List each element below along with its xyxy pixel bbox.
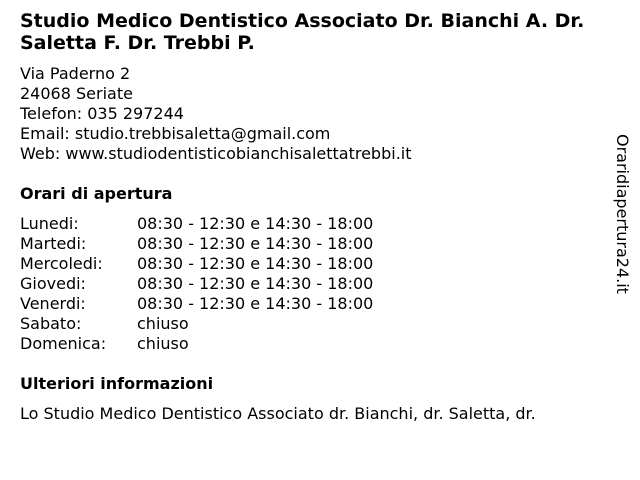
hours-row-mercoledi: [20, 254, 373, 274]
time-value: 08:30 - 12:30 e 14:30 - 18:00: [137, 254, 374, 273]
day-label: Giovedi:: [20, 274, 86, 293]
time-value: chiuso: [137, 314, 189, 333]
time-value: 08:30 - 12:30 e 14:30 - 18:00: [137, 234, 374, 253]
email-address: Email: studio.trebbisaletta@gmail.com: [20, 124, 331, 143]
city-address: 24068 Seriate: [20, 84, 133, 103]
site-watermark: Oraridiapertura24.it: [613, 134, 632, 294]
hours-row-martedi: [20, 234, 373, 254]
time-value: 08:30 - 12:30 e 14:30 - 18:00: [137, 274, 374, 293]
time-value: chiuso: [137, 334, 189, 353]
opening-hours-table: [20, 214, 373, 354]
page-title: Studio Medico Dentistico Associato Dr. Bianchi A. Dr. Saletta F. Dr. Trebbi P.: [20, 10, 585, 54]
day-label: Lunedi:: [20, 214, 79, 233]
day-label: Venerdi:: [20, 294, 86, 313]
day-label: Martedi:: [20, 234, 87, 253]
day-label: Sabato:: [20, 314, 82, 333]
opening-hours-heading: Orari di apertura: [20, 184, 173, 203]
time-value: 08:30 - 12:30 e 14:30 - 18:00: [137, 214, 374, 233]
hours-row-giovedi: [20, 274, 373, 294]
hours-row-lunedi: [20, 214, 373, 234]
additional-info-heading: Ulteriori informazioni: [20, 374, 214, 393]
phone-number: Telefon: 035 297244: [20, 104, 184, 123]
street-address: Via Paderno 2: [20, 64, 131, 83]
address-block: [20, 64, 412, 164]
additional-info-text: Lo Studio Medico Dentistico Associato dr. Bianchi, dr. Saletta, dr.: [20, 404, 536, 423]
hours-row-sabato: [20, 314, 373, 334]
website-address: Web: www.studiodentisticobianchisalettatrebbi.it: [20, 144, 412, 163]
day-label: Mercoledi:: [20, 254, 103, 273]
day-label: Domenica:: [20, 334, 107, 353]
hours-row-venerdi: [20, 294, 373, 314]
time-value: 08:30 - 12:30 e 14:30 - 18:00: [137, 294, 374, 313]
hours-row-domenica: [20, 334, 373, 354]
